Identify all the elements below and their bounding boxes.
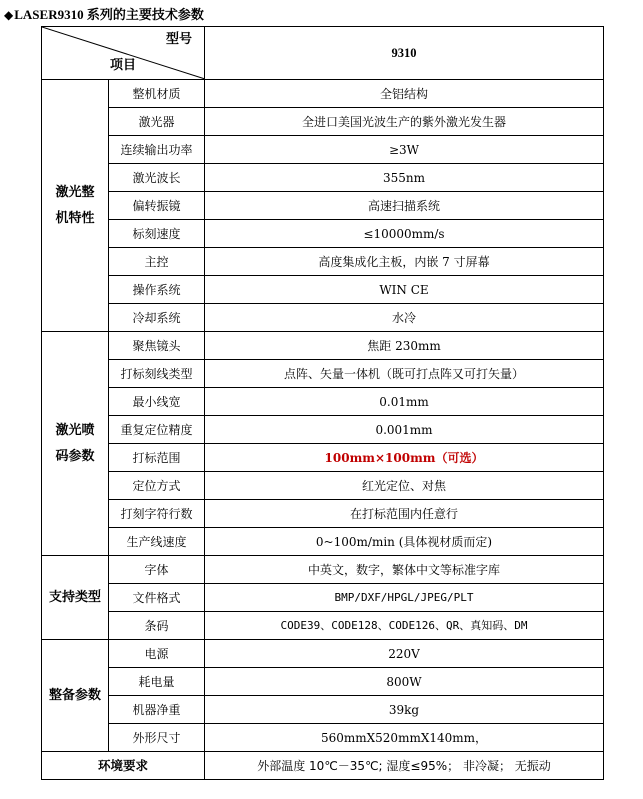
param-cell: 操作系统 [109,276,205,304]
table-row [42,612,604,640]
value-cell: 焦距 230mm [205,332,604,360]
table-row [42,108,604,136]
title-text: LASER9310 系列的主要技术参数 [14,7,204,22]
value-cell: 39kg [205,696,604,724]
value-cell: 高度集成化主板，内嵌 7 寸屏幕 [205,248,604,276]
value-cell: WIN CE [205,276,604,304]
group-label-laser-machine [42,80,109,332]
table-row [42,640,604,668]
diamond-bullet-icon: ◆ [4,8,14,22]
value-cell: 水冷 [205,304,604,332]
model-value: 9310 [205,27,604,80]
value-cell: CODE39、CODE128、CODE126、QR、真知码、DM [205,612,604,640]
param-cell: 重复定位精度 [109,416,205,444]
table-row [42,388,604,416]
param-cell: 激光器 [109,108,205,136]
environment-label: 环境要求 [42,752,205,780]
param-cell: 条码 [109,612,205,640]
table-row [42,472,604,500]
group-label-laser-coding [42,332,109,556]
param-cell: 生产线速度 [109,528,205,556]
table-row [42,500,604,528]
table-row [42,668,604,696]
param-cell: 最小线宽 [109,388,205,416]
param-cell: 机器净重 [109,696,205,724]
environment-row [42,752,604,780]
table-row [42,136,604,164]
param-cell: 文件格式 [109,584,205,612]
group-label-text: 激光喷码参数 [55,422,95,464]
value-cell: 0.01mm [205,388,604,416]
group-label-equipment-params: 整备参数 [42,640,109,752]
param-cell: 定位方式 [109,472,205,500]
table-row [42,696,604,724]
table-row [42,444,604,472]
param-cell: 打刻字符行数 [109,500,205,528]
value-cell: 0.001mm [205,416,604,444]
value-cell: 220V [205,640,604,668]
table-row [42,248,604,276]
param-cell: 电源 [109,640,205,668]
table-row [42,304,604,332]
marking-range-value: 100mm×100mm（可选） [205,444,604,472]
param-cell: 打标范围 [109,444,205,472]
value-cell: 0~100m/min (具体视材质而定) [205,528,604,556]
table-row [42,556,604,584]
group-label-support-types: 支持类型 [42,556,109,640]
value-cell: 在打标范围内任意行 [205,500,604,528]
table-row [42,724,604,752]
param-cell: 整机材质 [109,80,205,108]
spec-table [41,26,604,780]
param-cell: 聚焦镜头 [109,332,205,360]
param-cell: 偏转振镜 [109,192,205,220]
param-cell: 打标刻线类型 [109,360,205,388]
value-cell: 中英文，数字，繁体中文等标准字库 [205,556,604,584]
param-cell: 字体 [109,556,205,584]
value-cell: BMP/DXF/HPGL/JPEG/PLT [205,584,604,612]
param-cell: 激光波长 [109,164,205,192]
value-cell: 560mmX520mmX140mm， [205,724,604,752]
page-title [4,4,204,23]
environment-value: 外部温度 10℃－35℃; 湿度≤95%； 非冷凝； 无振动 [205,752,604,780]
param-cell: 冷却系统 [109,304,205,332]
table-row [42,276,604,304]
table-row [42,332,604,360]
group-label-text: 激光整机特性 [55,184,95,226]
param-cell: 连续输出功率 [109,136,205,164]
param-cell: 耗电量 [109,668,205,696]
value-cell: 全铝结构 [205,80,604,108]
header-diagonal-cell [42,27,205,80]
table-row [42,220,604,248]
value-cell: 全进口美国光波生产的紫外激光发生器 [205,108,604,136]
param-cell: 标刻速度 [109,220,205,248]
value-cell: 800W [205,668,604,696]
value-cell: 高速扫描系统 [205,192,604,220]
table-row [42,192,604,220]
value-cell: 红光定位、对焦 [205,472,604,500]
table-row [42,360,604,388]
value-cell: ≤10000mm/s [205,220,604,248]
value-cell: 点阵、矢量一体机（既可打点阵又可打矢量） [205,360,604,388]
table-row [42,80,604,108]
header-row [42,27,604,80]
value-cell: ≥3W [205,136,604,164]
value-cell: 355nm [205,164,604,192]
item-header-label: 项目 [110,58,137,73]
param-cell: 主控 [109,248,205,276]
model-header-label: 型号 [165,32,192,47]
table-row [42,584,604,612]
table-row [42,164,604,192]
table-row [42,416,604,444]
param-cell: 外形尺寸 [109,724,205,752]
table-row [42,528,604,556]
